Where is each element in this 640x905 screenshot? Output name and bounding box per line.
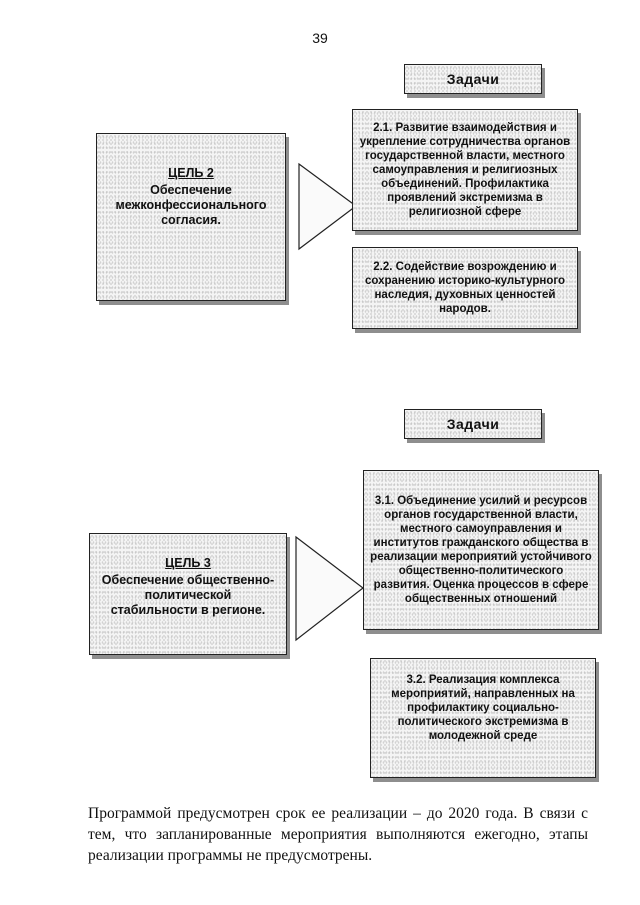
tasks-heading-1: Задачи [446, 71, 500, 87]
goal-3-arrow [295, 536, 365, 646]
task-3-2-text: 3.2. Реализация комплекса мероприятий, направленных на профилактику социально-политического экстремизма в молодежной среде [391, 674, 575, 742]
tasks-heading-2: Задачи [446, 416, 500, 432]
tasks-heading-box-2 [404, 409, 542, 439]
goal-3-title: ЦЕЛЬ 3 [165, 556, 211, 570]
task-3-2-box [370, 658, 596, 778]
task-3-1-text: 3.1. Объединение усилий и ресурсов органов государственной власти, местного самоуправления и институтов гражданского общества в реализации мероприятий устойчивого общественно-политического развития. Оценка процессов в сфере общественных отношений [370, 495, 592, 605]
task-2-1-box [352, 109, 578, 231]
goal-2-text: Обеспечение межконфессионального согласия. [115, 183, 267, 227]
goal-3-box [89, 533, 287, 655]
tasks-heading-box-1 [404, 64, 542, 94]
goal-3-text: Обеспечение общественно-политической стабильности в регионе. [101, 573, 275, 617]
task-2-2-text: 2.2. Содействие возрождению и сохранению историко-культурного наследия, духовных ценностей народов. [364, 261, 566, 315]
goal-2-title: ЦЕЛЬ 2 [168, 166, 214, 180]
goal-2-box [96, 133, 286, 301]
task-2-1-text: 2.1. Развитие взаимодействия и укрепление сотрудничества органов государственной власти, местного самоуправления и религиозных объединений. Профилактика проявлений экстремизма в религиозной сфере [359, 122, 571, 218]
task-2-2-box [352, 247, 578, 329]
page-number: 39 [312, 30, 328, 46]
body-paragraph: Программой предусмотрен срок ее реализации – до 2020 года. В связи с тем, что запланированные мероприятия выполняются ежегодно, этапы реализации программы не предусмотрены. [88, 805, 588, 864]
task-3-1-box [363, 470, 599, 630]
goal-2-arrow [298, 163, 358, 253]
